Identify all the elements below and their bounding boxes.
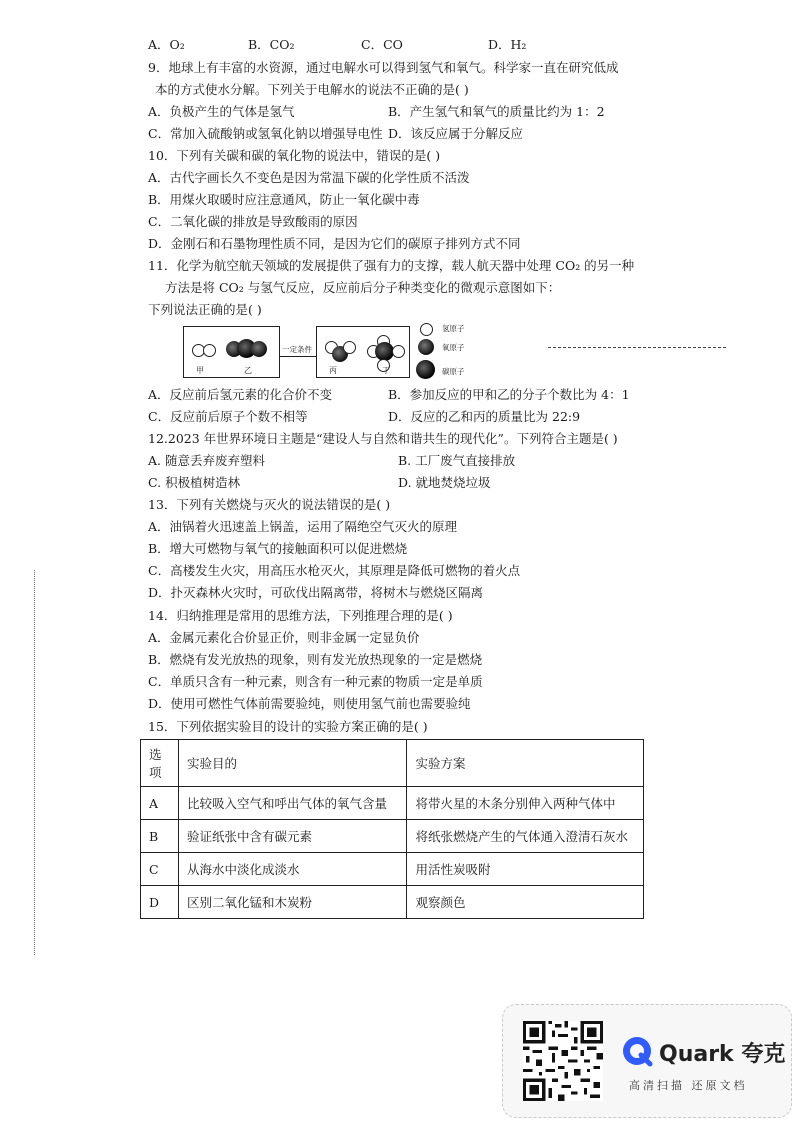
table-cell-purpose: 比较吸入空气和呼出气体的氧气含量 xyxy=(178,787,407,820)
q9-stem-line2: 本的方式使水分解。下列关于电解水的说法不正确的是( ) xyxy=(155,82,469,97)
q10-stem: 10．下列有关碳和碳的氧化物的说法中，错误的是( ) xyxy=(148,148,441,163)
table-header-purpose: 实验目的 xyxy=(178,740,407,787)
table-cell-option: B xyxy=(141,820,179,853)
table-cell-plan: 将纸张燃烧产生的气体通入澄清石灰水 xyxy=(407,820,644,853)
table-cell-option: A xyxy=(141,787,179,820)
product-box xyxy=(316,326,410,378)
table-row xyxy=(141,787,644,820)
table-header-plan: 实验方案 xyxy=(407,740,644,787)
q11-option-a: A．反应前后氢元素的化合价不变 xyxy=(148,387,333,402)
label-yi: 乙 xyxy=(244,366,252,375)
table-header-row xyxy=(141,740,644,787)
q13-option-c: C．高楼发生火灾，用高压水枪灭火，其原理是降低可燃物的着火点 xyxy=(148,563,521,578)
table-row xyxy=(141,886,644,919)
q11-stem-line1: 11．化学为航空航天领域的发展提供了强有力的支撑，载人航天器中处理 CO₂ 的另一种 xyxy=(148,258,635,273)
q14-option-a: A．金属元素化合价显正价，则非金属一定显负价 xyxy=(148,630,420,645)
hydrogen-atom-icon xyxy=(203,344,216,357)
q11-stem-line3: 下列说法正确的是( ) xyxy=(148,302,262,317)
q15-stem: 15．下列依据实验目的设计的实验方案正确的是( ) xyxy=(148,719,428,734)
q10-option-b: B．用煤火取暖时应注意通风，防止一氧化碳中毒 xyxy=(148,192,420,207)
qr-code-icon[interactable] xyxy=(523,1021,603,1101)
q8-option-c: C．CO xyxy=(361,37,403,52)
q11-option-c: C．反应前后原子个数不相等 xyxy=(148,409,308,424)
q12-option-a: A. 随意丢弃废弃塑料 xyxy=(148,453,265,468)
q14-option-b: B．燃烧有发光放热的现象，则有发光放热现象的一定是燃烧 xyxy=(148,652,483,667)
table-cell-plan: 观察颜色 xyxy=(407,886,644,919)
q9-stem-line1: 9．地球上有丰富的水资源，通过电解水可以得到氢气和氧气。科学家一直在研究低成 xyxy=(148,60,619,75)
legend-oxygen-label: 氧原子 xyxy=(442,343,465,352)
q11-option-b: B．参加反应的甲和乙的分子个数比为 4：1 xyxy=(388,387,630,402)
q9-option-c: C．常加入硫酸钠或氢氧化钠以增强导电性 xyxy=(148,126,383,141)
table-row xyxy=(141,820,644,853)
reaction-diagram xyxy=(180,323,600,381)
q13-option-a: A．油锅着火迅速盖上锅盖，运用了隔绝空气灭火的原理 xyxy=(148,519,458,534)
scan-artifact-line xyxy=(548,347,726,348)
table-cell-option: C xyxy=(141,853,179,886)
q9-option-b: B．产生氢气和氧气的质量比约为 1：2 xyxy=(388,104,605,119)
q11-stem-line2: 方法是将 CO₂ 与氢气反应，反应前后分子种类变化的微观示意图如下： xyxy=(165,280,561,295)
table-cell-plan: 将带火星的木条分别伸入两种气体中 xyxy=(407,787,644,820)
legend-hydrogen-label: 氢原子 xyxy=(442,324,465,333)
q14-option-c: C．单质只含有一种元素，则含有一种元素的物质一定是单质 xyxy=(148,674,483,689)
q8-option-b: B．CO₂ xyxy=(248,37,295,52)
oxygen-atom-icon xyxy=(251,341,267,357)
q8-option-d: D．H₂ xyxy=(488,37,527,52)
hydrogen-atom-icon xyxy=(343,341,356,354)
legend-oxygen-icon xyxy=(418,339,434,355)
quark-badge[interactable] xyxy=(502,1004,792,1118)
legend-carbon-icon xyxy=(416,360,435,379)
quark-tagline: 高清扫描 还原文档 xyxy=(629,1079,748,1092)
table-cell-plan: 用活性炭吸附 xyxy=(407,853,644,886)
quark-brand: Quark 夸克 xyxy=(659,1042,786,1067)
table-cell-option: D xyxy=(141,886,179,919)
reactant-box xyxy=(183,326,280,378)
table-cell-purpose: 从海水中淡化成淡水 xyxy=(178,853,407,886)
label-ding: 丁 xyxy=(382,366,390,375)
q14-option-d: D．使用可燃性气体前需要验纯，则使用氢气前也需要验纯 xyxy=(148,696,471,711)
q13-stem: 13．下列有关燃烧与灭火的说法错误的是( ) xyxy=(148,497,391,512)
q11-option-d: D．反应的乙和丙的质量比为 22:9 xyxy=(388,409,581,424)
table-header-option: 选项 xyxy=(141,740,179,787)
binding-margin-line xyxy=(34,570,35,955)
q12-option-c: C. 积极植树造林 xyxy=(148,475,241,490)
legend-hydrogen-icon xyxy=(420,323,433,336)
q14-stem: 14．归纳推理是常用的思维方法，下列推理合理的是( ) xyxy=(148,608,453,623)
q9-option-a: A．负极产生的气体是氢气 xyxy=(148,104,295,119)
q12-option-b: B. 工厂废气直接排放 xyxy=(398,453,516,468)
q12-stem: 12.2023 年世界环境日主题是“建设人与自然和谐共生的现代化”。下列符合主题是( ) xyxy=(148,431,618,446)
table-cell-purpose: 区别二氧化锰和木炭粉 xyxy=(178,886,407,919)
q12-option-d: D. 就地焚烧垃圾 xyxy=(398,475,491,490)
q10-option-d: D．金刚石和石墨物理性质不同，是因为它们的碳原子排列方式不同 xyxy=(148,236,521,251)
table-row xyxy=(141,853,644,886)
label-bing: 丙 xyxy=(329,366,337,375)
reaction-condition: 一定条件 xyxy=(282,345,312,354)
q10-option-c: C．二氧化碳的排放是导致酸雨的原因 xyxy=(148,214,358,229)
q13-option-d: D．扑灭森林火灾时，可砍伐出隔离带，将树木与燃烧区隔离 xyxy=(148,585,484,600)
hydrogen-atom-icon xyxy=(392,345,405,358)
reaction-arrow xyxy=(280,356,316,357)
q9-option-d: D．该反应属于分解反应 xyxy=(388,126,524,141)
q13-option-b: B．增大可燃物与氧气的接触面积可以促进燃烧 xyxy=(148,541,408,556)
q8-option-a: A．O₂ xyxy=(148,37,185,52)
table-cell-purpose: 验证纸张中含有碳元素 xyxy=(178,820,407,853)
label-jia: 甲 xyxy=(196,366,204,375)
legend-carbon-label: 碳原子 xyxy=(442,367,465,376)
quark-q-icon xyxy=(621,1035,655,1069)
q10-option-a: A．古代字画长久不变色是因为常温下碳的化学性质不活泼 xyxy=(148,170,470,185)
experiment-table xyxy=(140,739,644,919)
